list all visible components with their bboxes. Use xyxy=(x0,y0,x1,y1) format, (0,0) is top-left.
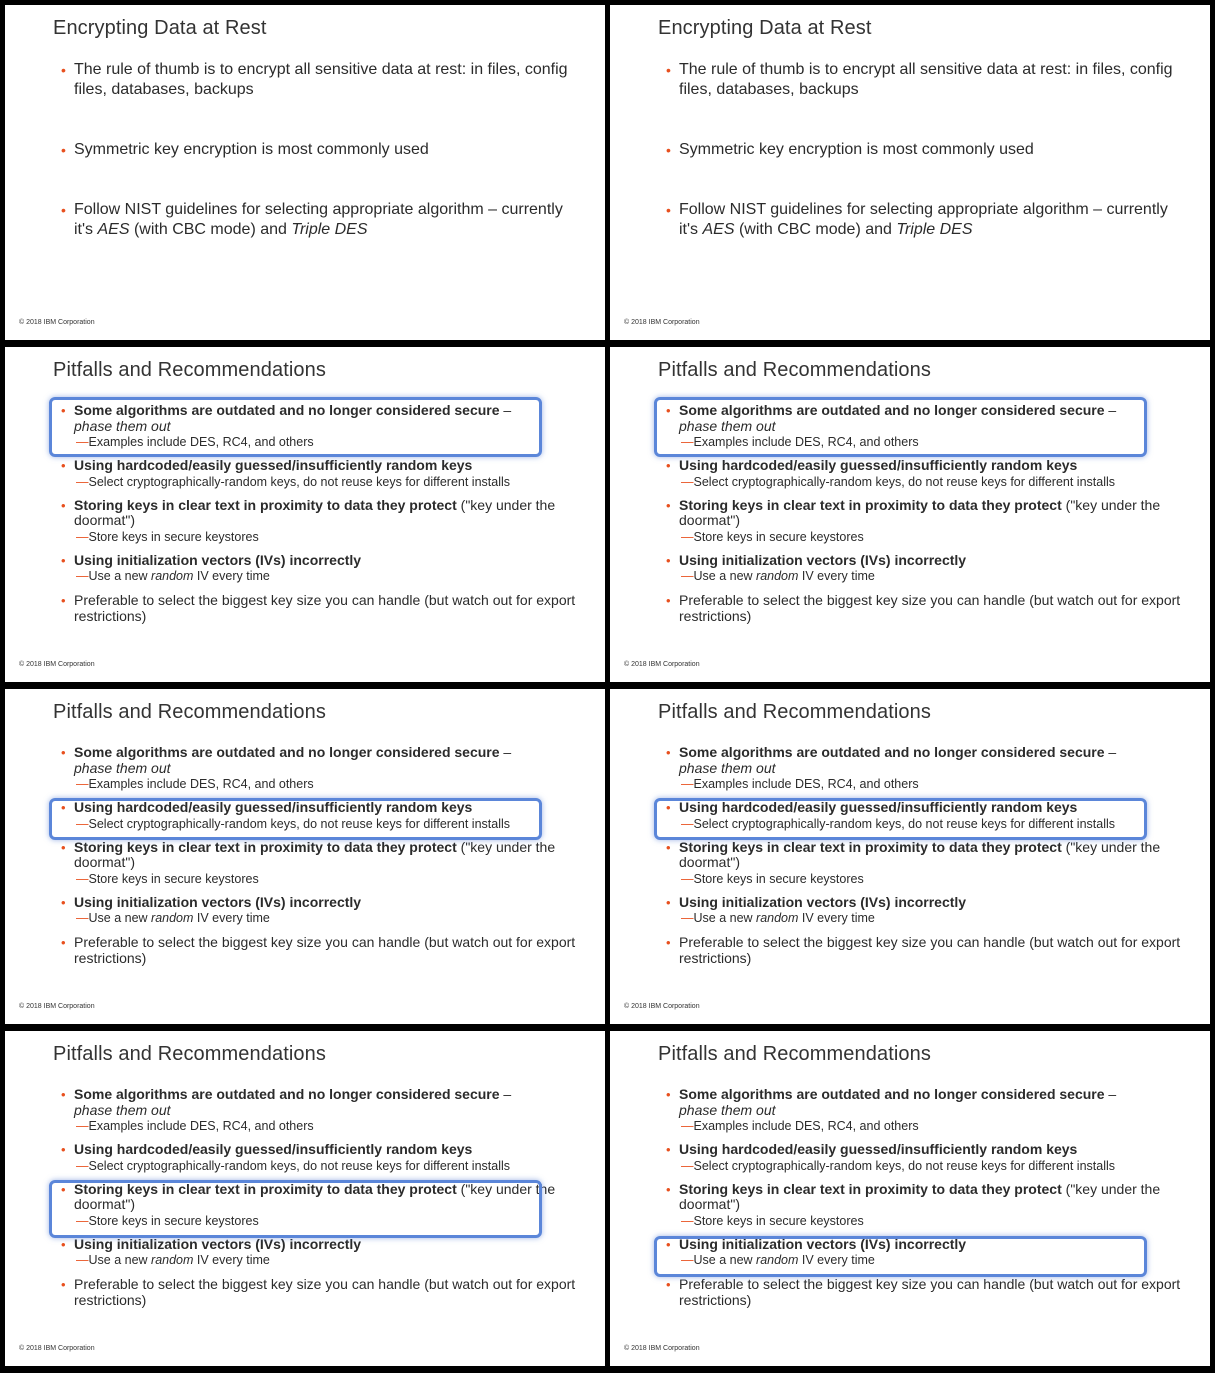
bullet-item: • Symmetric key encryption is most commonly used xyxy=(61,141,429,158)
slide-encrypting-right xyxy=(610,5,1210,340)
sub-bullet: —Select cryptographically-random keys, do not reuse keys for different installs xyxy=(76,474,510,489)
copyright-footer: © 2018 IBM Corporation xyxy=(19,661,95,668)
bullet-item: • Symmetric key encryption is most commonly used xyxy=(666,141,1034,158)
copyright-footer: © 2018 IBM Corporation xyxy=(624,661,700,668)
bullet-list xyxy=(658,60,1178,280)
bullet-item: • The rule of thumb is to encrypt all sensitive data at rest: in files, config files, databases, backups xyxy=(61,61,568,98)
slide-pitfalls xyxy=(5,347,605,682)
bullet-item: • Using initialization vectors (IVs) incorrectly —Use a new random IV every time xyxy=(658,1237,1188,1269)
slide-pitfalls xyxy=(5,689,605,1024)
bullet-item: • Some algorithms are outdated and no longer considered secure – phase them out —Examples include DES, RC4, and others xyxy=(658,745,1188,792)
sub-bullet: —Store keys in secure keystores xyxy=(681,871,864,886)
bullet-item: • Preferable to select the biggest key size you can handle (but watch out for export restrictions) xyxy=(666,934,1181,966)
slide-title: Pitfalls and Recommendations xyxy=(658,701,931,723)
slide-pitfalls xyxy=(610,347,1210,682)
bullet-item: • Storing keys in clear text in proximity to data they protect ("key under the doormat") —Store keys in secure keystores xyxy=(658,1182,1188,1229)
bullet-list xyxy=(53,60,573,280)
bullet-item: • Some algorithms are outdated and no longer considered secure – phase them out —Examples include DES, RC4, and others xyxy=(53,745,583,792)
slide-title: Pitfalls and Recommendations xyxy=(53,701,326,723)
highlight-box xyxy=(49,1180,542,1238)
sub-bullet: —Use a new random IV every time xyxy=(681,911,875,925)
sub-bullet: —Use a new random IV every time xyxy=(681,1253,875,1267)
copyright-footer: © 2018 IBM Corporation xyxy=(624,1003,700,1010)
sub-bullet: —Examples include DES, RC4, and others xyxy=(76,1119,314,1133)
highlight-box xyxy=(49,397,542,457)
slide-title: Encrypting Data at Rest xyxy=(53,17,267,39)
copyright-footer: © 2018 IBM Corporation xyxy=(624,1345,700,1352)
bullet-item: • Some algorithms are outdated and no longer considered secure – phase them out —Examples include DES, RC4, and others xyxy=(53,1087,583,1134)
bullet-item: • Storing keys in clear text in proximity to data they protect ("key under the doormat") —Store keys in secure keystores xyxy=(658,840,1188,887)
bullet-item: • Using initialization vectors (IVs) incorrectly —Use a new random IV every time xyxy=(53,1237,583,1269)
sub-bullet: —Select cryptographically-random keys, do not reuse keys for different installs xyxy=(681,474,1115,489)
slide-pitfalls xyxy=(5,1031,605,1366)
slide-title: Pitfalls and Recommendations xyxy=(658,1043,931,1065)
highlight-box xyxy=(654,798,1147,840)
sub-bullet: —Use a new random IV every time xyxy=(76,569,270,583)
sub-bullet: —Select cryptographically-random keys, do not reuse keys for different installs xyxy=(681,816,1115,831)
bullet-item: • Preferable to select the biggest key size you can handle (but watch out for export restrictions) xyxy=(666,1276,1181,1308)
slide-pitfalls xyxy=(610,1031,1210,1366)
slide-title: Encrypting Data at Rest xyxy=(658,17,872,39)
sub-bullet: —Select cryptographically-random keys, do not reuse keys for different installs xyxy=(76,1158,510,1173)
slide-encrypting-left xyxy=(5,5,605,340)
bullet-item: • Using hardcoded/easily guessed/insufficiently random keys —Select cryptographically-random keys, do not reuse keys for different installs xyxy=(658,800,1188,832)
sub-bullet: —Use a new random IV every time xyxy=(681,569,875,583)
bullet-item: • Using hardcoded/easily guessed/insufficiently random keys —Select cryptographically-random keys, do not reuse keys for different installs xyxy=(53,1142,583,1174)
bullet-item: • Some algorithms are outdated and no longer considered secure – phase them out —Examples include DES, RC4, and others xyxy=(53,403,583,450)
copyright-footer: © 2018 IBM Corporation xyxy=(19,319,95,326)
slide-title: Pitfalls and Recommendations xyxy=(658,359,931,381)
highlight-box xyxy=(654,397,1147,457)
bullet-item: • Follow NIST guidelines for selecting appropriate algorithm – currently it's AES (with CBC mode) and Triple DES xyxy=(666,201,1168,238)
bullet-item: • Preferable to select the biggest key size you can handle (but watch out for export restrictions) xyxy=(61,1276,576,1308)
highlight-box xyxy=(49,798,542,840)
sub-bullet: —Store keys in secure keystores xyxy=(76,1213,259,1228)
slide-title: Pitfalls and Recommendations xyxy=(53,1043,326,1065)
slide-title: Pitfalls and Recommendations xyxy=(53,359,326,381)
sub-bullet: —Use a new random IV every time xyxy=(76,911,270,925)
bullet-item: • Using hardcoded/easily guessed/insufficiently random keys —Select cryptographically-random keys, do not reuse keys for different installs xyxy=(658,458,1188,490)
sub-bullet: —Store keys in secure keystores xyxy=(681,529,864,544)
sub-bullet: —Store keys in secure keystores xyxy=(681,1213,864,1228)
bullet-item: • Using hardcoded/easily guessed/insufficiently random keys —Select cryptographically-random keys, do not reuse keys for different installs xyxy=(658,1142,1188,1174)
sub-bullet: —Store keys in secure keystores xyxy=(76,529,259,544)
bullet-list xyxy=(53,745,583,966)
bullet-item: • Some algorithms are outdated and no longer considered secure – phase them out —Examples include DES, RC4, and others xyxy=(658,403,1188,450)
bullet-item: • Using initialization vectors (IVs) incorrectly —Use a new random IV every time xyxy=(658,895,1188,927)
bullet-item: • Preferable to select the biggest key size you can handle (but watch out for export restrictions) xyxy=(61,934,576,966)
sub-bullet: —Use a new random IV every time xyxy=(76,1253,270,1267)
sub-bullet: —Select cryptographically-random keys, do not reuse keys for different installs xyxy=(681,1158,1115,1173)
bullet-item: • Some algorithms are outdated and no longer considered secure – phase them out —Examples include DES, RC4, and others xyxy=(658,1087,1188,1134)
bullet-item: • Using initialization vectors (IVs) incorrectly —Use a new random IV every time xyxy=(658,553,1188,585)
bullet-item: • Storing keys in clear text in proximity to data they protect ("key under the doormat") —Store keys in secure keystores xyxy=(658,498,1188,545)
bullet-item: • The rule of thumb is to encrypt all sensitive data at rest: in files, config files, databases, backups xyxy=(666,61,1173,98)
sub-bullet: —Store keys in secure keystores xyxy=(76,871,259,886)
sub-bullet: —Examples include DES, RC4, and others xyxy=(76,435,314,449)
bullet-item: • Using hardcoded/easily guessed/insufficiently random keys —Select cryptographically-random keys, do not reuse keys for different installs xyxy=(53,800,583,832)
slide-pitfalls xyxy=(610,689,1210,1024)
highlight-box xyxy=(654,1236,1147,1277)
copyright-footer: © 2018 IBM Corporation xyxy=(624,319,700,326)
bullet-item: • Preferable to select the biggest key size you can handle (but watch out for export restrictions) xyxy=(61,592,576,624)
bullet-item: • Storing keys in clear text in proximity to data they protect ("key under the doormat") —Store keys in secure keystores xyxy=(53,498,583,545)
bullet-item: • Follow NIST guidelines for selecting appropriate algorithm – currently it's AES (with CBC mode) and Triple DES xyxy=(61,201,563,238)
sub-bullet: —Select cryptographically-random keys, do not reuse keys for different installs xyxy=(76,816,510,831)
bullet-item: • Storing keys in clear text in proximity to data they protect ("key under the doormat") —Store keys in secure keystores xyxy=(53,840,583,887)
bullet-item: • Using initialization vectors (IVs) incorrectly —Use a new random IV every time xyxy=(53,553,583,585)
copyright-footer: © 2018 IBM Corporation xyxy=(19,1003,95,1010)
bullet-item: • Storing keys in clear text in proximity to data they protect ("key under the doormat") —Store keys in secure keystores xyxy=(53,1182,583,1229)
sub-bullet: —Examples include DES, RC4, and others xyxy=(681,777,919,791)
sub-bullet: —Examples include DES, RC4, and others xyxy=(76,777,314,791)
bullet-item: • Using hardcoded/easily guessed/insufficiently random keys —Select cryptographically-random keys, do not reuse keys for different installs xyxy=(53,458,583,490)
copyright-footer: © 2018 IBM Corporation xyxy=(19,1345,95,1352)
bullet-list xyxy=(658,745,1188,966)
bullet-item: • Preferable to select the biggest key size you can handle (but watch out for export restrictions) xyxy=(666,592,1181,624)
sub-bullet: —Examples include DES, RC4, and others xyxy=(681,435,919,449)
sub-bullet: —Examples include DES, RC4, and others xyxy=(681,1119,919,1133)
bullet-item: • Using initialization vectors (IVs) incorrectly —Use a new random IV every time xyxy=(53,895,583,927)
